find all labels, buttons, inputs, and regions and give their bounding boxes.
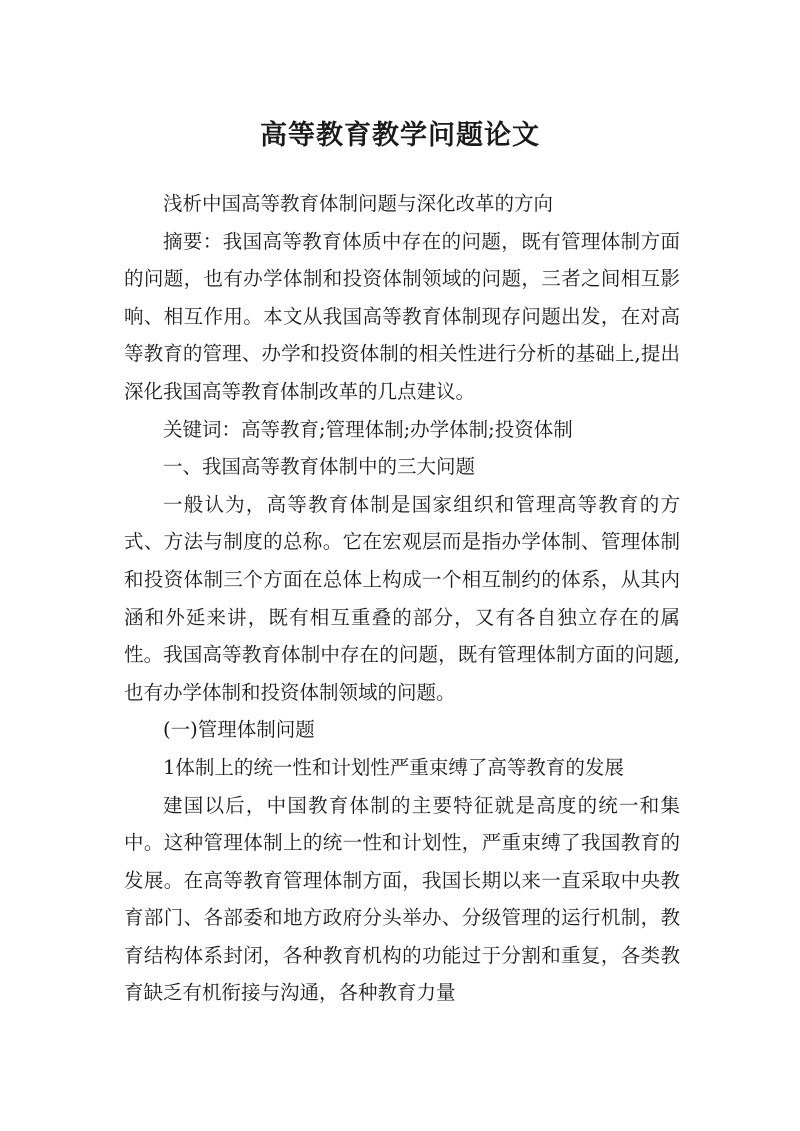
section-heading-1: 一、我国高等教育体制中的三大问题 bbox=[163, 455, 476, 479]
subsection-heading-1: (一)管理体制问题 bbox=[163, 718, 315, 742]
paragraph-abstract: 摘要：我国高等教育体质中存在的问题，既有管理体制方面的问题，也有办学体制和投资体制领域的问题，三者之间相互影响、相互作用。本文从我国高等教育体制现存问题出发，在对高等教育的管理、办学和投资体制的相关性进行分析的基础上,提出深化我国高等教育体制改革的几点建议。 bbox=[124, 229, 680, 403]
paragraph-body: 一般认为，高等教育体制是国家组织和管理高等教育的方式、方法与制度的总称。它在宏观层而是指办学体制、管理体制和投资体制三个方面在总体上构成一个相互制约的体系，从其内涵和外延来讲，既有相互重叠的部分，又有各自独立存在的属性。我国高等教育体制中存在的问题，既有管理体制方面的问题,也有办学体制和投资体制领域的问题。 bbox=[124, 492, 680, 704]
point-heading-1: 1体制上的统一性和计划性严重束缚了高等教育的发展 bbox=[163, 755, 624, 779]
page-title: 高等教育教学问题论文 bbox=[260, 120, 540, 152]
paragraph-body: 建国以后，中国教育体制的主要特征就是高度的统一和集中。这种管理体制上的统一性和计划性，严重束缚了我国教育的发展。在高等教育管理体制方面，我国长期以来一直采取中央教育部门、各部委和地方政府分头举办、分级管理的运行机制，教育结构体系封闭，各种教育机构的功能过于分割和重复，各类教育缺乏有机衔接与沟通，各种教育力量 bbox=[124, 793, 680, 1005]
document-body bbox=[124, 185, 680, 1012]
paragraph-subtitle: 浅析中国高等教育体制问题与深化改革的方向 bbox=[163, 192, 554, 215]
paragraph-keywords: 关键词：高等教育;管理体制;办学体制;投资体制 bbox=[163, 417, 573, 441]
